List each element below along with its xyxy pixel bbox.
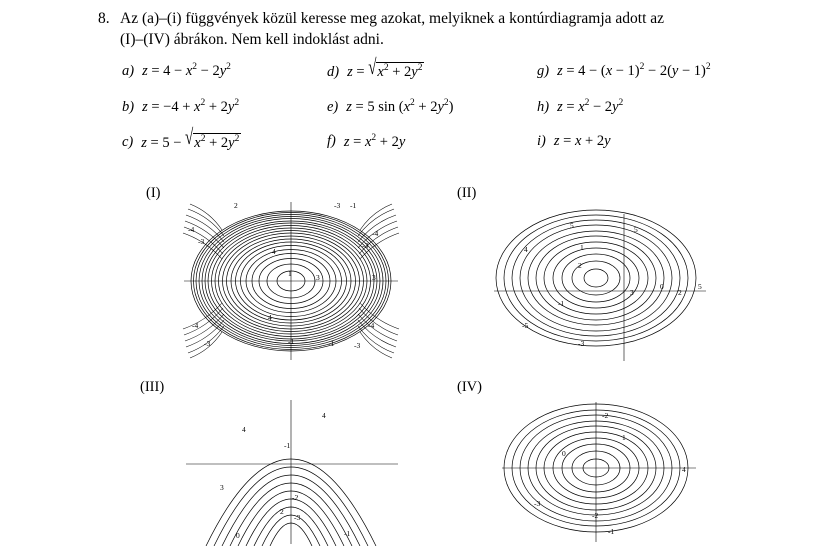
svg-text:-4: -4 [368,321,375,330]
function-expression-g: $z = 4 - (x - 1)^2 - 2(y - 1)^2$ [557,62,711,79]
function-item-h [537,98,797,116]
svg-text:-1: -1 [608,527,615,536]
contour-plot-I [176,196,406,366]
svg-text:0: 0 [562,449,566,458]
svg-text:3: 3 [220,483,224,492]
function-row [122,126,812,152]
svg-text:-3: -3 [534,499,541,508]
function-label-g: g) [537,62,550,79]
function-label-a: a) [122,62,135,79]
svg-text:0: 0 [660,282,664,291]
svg-text:-4: -4 [192,321,199,330]
function-item-g [537,62,797,81]
problem-text-line-1: Az (a)–(i) függvények közül keresse meg azokat, melyiknek a kontúrdiagramja adott az [120,10,665,27]
svg-text:4: 4 [524,245,528,254]
svg-text:-2: -2 [602,411,609,420]
svg-text:-3: -3 [362,241,369,250]
function-expression-b: $z = -4 + x^2 + 2y^2$ [142,97,240,115]
problem-statement [98,8,798,50]
contour-plot-III [176,396,406,546]
svg-text:5: 5 [634,225,638,234]
function-item-i [537,133,797,152]
svg-text:2: 2 [678,288,682,297]
svg-text:1: 1 [622,433,626,442]
contour-value-labels-II [522,221,702,348]
svg-text:-1: -1 [558,299,565,308]
figure-label-I: (I) [146,185,161,201]
problem-number: 8. [98,10,110,27]
svg-text:-4: -4 [188,225,195,234]
svg-text:-1: -1 [328,339,335,348]
function-label-e: e) [327,98,339,115]
function-expression-f: $z = x^2 + 2y$ [343,132,406,150]
svg-text:1: 1 [288,269,292,278]
svg-text:-3: -3 [294,513,301,522]
function-label-c: c) [122,134,134,151]
function-expression-i: z = x + 2y [553,132,611,149]
function-expression-c: $z = 5 - √x^2 + 2y^2$ [141,126,240,151]
svg-text:-4: -4 [372,229,379,238]
function-label-b: b) [122,98,135,115]
svg-text:0: 0 [236,531,240,540]
svg-text:4: 4 [242,425,246,434]
svg-text:-3: -3 [204,339,211,348]
function-item-c [122,126,327,152]
function-label-f: f) [327,133,336,150]
function-expression-d: $z = √x^2 + 2y^2$ [347,56,423,80]
function-item-f [327,133,537,152]
problem-text-line-2: (I)–(IV) ábrákon. Nem kell indoklást adni. [120,31,384,48]
svg-text:-3: -3 [354,341,361,350]
svg-text:-1: -1 [284,441,291,450]
figure-I [176,196,406,366]
function-item-a [122,62,327,81]
contour-plot-IV [496,396,706,546]
svg-text:-1: -1 [288,337,295,346]
svg-text:2: 2 [234,201,238,210]
figure-label-IV: (IV) [457,379,482,395]
svg-text:-3: -3 [578,339,585,348]
svg-text:4: 4 [322,411,326,420]
problem-first-line [98,8,798,29]
function-label-d: d) [327,63,340,80]
figure-III [176,396,406,546]
function-item-e [327,98,537,116]
svg-text:-1: -1 [344,529,351,538]
svg-text:-3: -3 [334,201,341,210]
svg-text:-2: -2 [592,511,599,520]
function-row [122,56,812,81]
figure-label-II: (II) [457,185,477,201]
function-item-d [327,56,537,81]
svg-text:-5: -5 [522,321,529,330]
function-item-b [122,98,327,116]
function-row [122,98,812,116]
svg-text:3: 3 [316,273,320,282]
function-label-i: i) [537,132,546,149]
svg-text:4: 4 [682,465,686,474]
svg-text:1: 1 [580,243,584,252]
svg-text:5: 5 [570,221,574,230]
svg-text:-2: -2 [292,493,299,502]
svg-text:2: 2 [280,507,284,516]
svg-text:2: 2 [578,261,582,270]
function-label-h: h) [537,98,550,115]
svg-text:5: 5 [698,282,702,291]
figure-IV [496,396,706,546]
function-expression-a: $z = 4 - x^2 - 2y^2$ [142,62,231,79]
function-expression-h: $z = x^2 - 2y^2$ [557,97,624,115]
axes-III [186,400,398,544]
function-expression-e: z = 5 $\sin (x^2 + 2y^2)$ [346,97,454,115]
svg-text:3: 3 [630,288,634,297]
function-list [122,56,812,168]
figure-II [484,206,714,366]
svg-text:-3: -3 [198,237,205,246]
svg-text:4: 4 [268,313,272,322]
figure-label-III: (III) [140,379,165,395]
svg-text:3: 3 [372,273,376,282]
svg-text:4: 4 [272,247,276,256]
svg-text:-1: -1 [350,201,357,210]
contour-plot-II [484,206,714,366]
